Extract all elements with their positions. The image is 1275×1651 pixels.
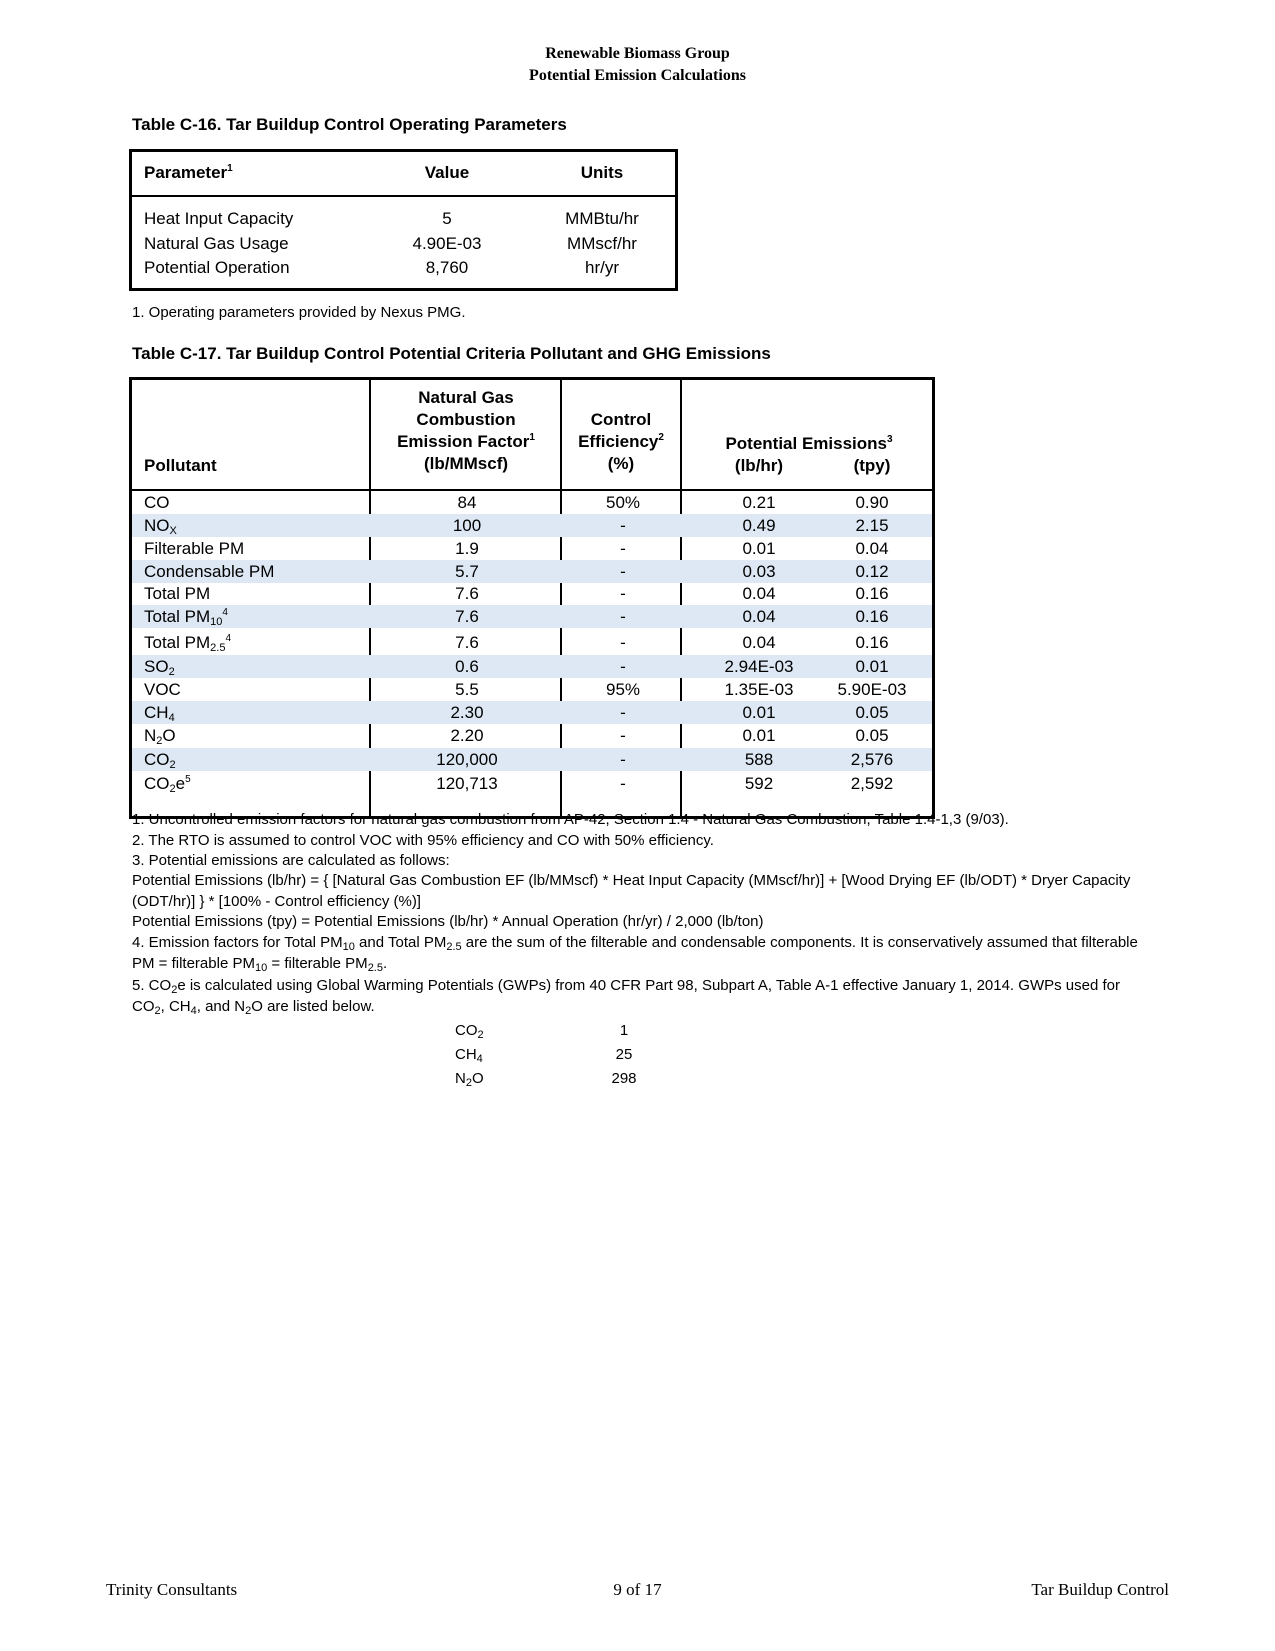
cell-emissions-tpy: 0.16 (855, 633, 889, 652)
cell-emissions-lbhr: 0.04 (742, 633, 776, 652)
col-potential-emissions-header: Potential Emissions$^3$ (725, 434, 893, 453)
table-row (132, 678, 932, 701)
header-company: Renewable Biomass Group (545, 45, 730, 62)
cell-emission-factor: 2.30 (450, 703, 484, 722)
cell-emissions-tpy: 0.16 (855, 607, 889, 626)
footnote-3-tpy-formula: Potential Emissions (tpy) = Potential Emissions (lb/hr) * Annual Operation (hr/yr) / 2,000 (lb/ton) (132, 913, 764, 930)
table-row (132, 582, 932, 605)
footnote-3-lbhr-formula: Potential Emissions (lb/hr) = { [Natural Gas Combustion EF (lb/MMscf) * Heat Input Capacity (MMscf/hr)] + [Wood Drying EF (lb/ODT) * Dryer Capacity (ODT/hr)] } * [100% - Control efficiency (%)] (132, 872, 1131, 910)
cell-parameter: Natural Gas Usage (144, 234, 289, 253)
cell-control-efficiency: - (620, 774, 626, 793)
table-row (132, 491, 932, 514)
table-row (132, 772, 932, 814)
footnote-3: 3. Potential emissions are calculated as follows: (132, 852, 450, 869)
cell-control-efficiency: - (620, 516, 626, 535)
table-c16-note: 1. Operating parameters provided by Nexus PMG. (132, 304, 466, 321)
table-c16-title: Table C-16. Tar Buildup Control Operating Parameters (132, 115, 567, 134)
table-row (132, 655, 932, 678)
cell-emissions-tpy: 0.04 (855, 539, 889, 558)
cell-emission-factor: 7.6 (455, 607, 479, 626)
cell-value: 8,760 (425, 258, 469, 277)
col-tpy-header: (tpy) (853, 456, 891, 475)
cell-pollutant: $CO_2$ (144, 750, 176, 771)
header-subtitle: Potential Emission Calculations (529, 67, 746, 84)
cell-emission-factor: 7.6 (455, 584, 479, 603)
cell-emissions-lbhr: 0.01 (742, 539, 776, 558)
table-c17 (129, 377, 935, 819)
gwp-value: 1 (619, 1022, 629, 1039)
gwp-value: 25 (615, 1046, 633, 1063)
cell-control-efficiency: - (620, 584, 626, 603)
cell-control-efficiency: - (620, 726, 626, 745)
cell-emissions-lbhr: 0.01 (742, 726, 776, 745)
cell-emissions-tpy: 0.01 (855, 657, 889, 676)
cell-emissions-lbhr: 2.94E-03 (724, 657, 794, 676)
footnote-4: 4. Emission factors for Total $PM_{10}$ and Total $PM_{2.5}$ are the sum of the filterable and condensable components. It is conservatively assumed that filterable PM = filterable $PM_{10}$ = filterable $PM_{2.5}$. (132, 934, 1138, 974)
cell-emissions-lbhr: 0.49 (742, 516, 776, 535)
cell-emissions-tpy: 0.05 (855, 726, 889, 745)
gwp-gas: $N_2O$ (455, 1070, 484, 1089)
col-pollutant-header: Pollutant (144, 456, 217, 475)
cell-control-efficiency: - (620, 703, 626, 722)
cell-control-efficiency: - (620, 539, 626, 558)
table-c16-header (132, 152, 675, 197)
table-row (132, 206, 675, 231)
cell-control-efficiency: 95% (605, 680, 641, 699)
cell-pollutant: CO (144, 493, 170, 512)
cell-pollutant: Total $PM_{2.5}^4$ (144, 633, 231, 654)
table-row (132, 631, 932, 654)
table-row (132, 724, 932, 747)
cell-emission-factor: 100 (452, 516, 482, 535)
cell-pollutant: $SO_2$ (144, 657, 175, 678)
footnote-1: 1. Uncontrolled emission factors for natural gas combustion from AP-42, Section 1.4 - Natural Gas Combustion, Table 1.4-1,3 (9/03). (132, 811, 1009, 828)
footnote-2: 2. The RTO is assumed to control VOC with 95% efficiency and CO with 50% efficiency. (132, 832, 714, 849)
cell-pollutant: VOC (144, 680, 181, 699)
gwp-gas: $CO_2$ (455, 1022, 484, 1041)
table-row (132, 605, 932, 628)
cell-emissions-lbhr: 588 (744, 750, 774, 769)
cell-control-efficiency: 50% (605, 493, 641, 512)
cell-value: 4.90E-03 (412, 234, 482, 253)
table-row (132, 560, 932, 583)
cell-pollutant: $CO_2e^5$ (144, 774, 191, 795)
cell-pollutant: Total PM (144, 584, 211, 603)
cell-emission-factor: 0.6 (455, 657, 479, 676)
cell-pollutant: Total $PM_{10}^4$ (144, 607, 228, 628)
cell-emissions-tpy: 0.90 (855, 493, 889, 512)
cell-control-efficiency: - (620, 750, 626, 769)
cell-emission-factor: 5.7 (455, 562, 479, 581)
table-c17-title: Table C-17. Tar Buildup Control Potential Criteria Pollutant and GHG Emissions (132, 344, 771, 363)
cell-emission-factor: 2.20 (450, 726, 484, 745)
footnote-5: 5. $CO_2e$ is calculated using Global Warming Potentials (GWPs) from 40 CFR Part 98, Subpart A, Table A-1 effective January 1, 2014. GWPs used for $CO_2$, $CH_4$, and $N_2O$ are listed below. (132, 977, 1120, 1017)
cell-units: hr/yr (585, 258, 619, 277)
cell-emission-factor: 84 (457, 493, 477, 512)
cell-control-efficiency: - (620, 562, 626, 581)
footer-section: Tar Buildup Control (1031, 1580, 1169, 1599)
cell-emissions-tpy: 0.16 (855, 584, 889, 603)
cell-emission-factor: 120,713 (436, 774, 498, 793)
cell-emission-factor: 7.6 (455, 633, 479, 652)
cell-emissions-lbhr: 592 (744, 774, 774, 793)
table-row (132, 514, 932, 537)
cell-pollutant: Condensable PM (144, 562, 275, 581)
col-control-efficiency-header: Control Efficiency$^2$ (%) (578, 410, 664, 473)
cell-pollutant: $NO_X$ (144, 516, 177, 537)
col-units-header: Units (580, 163, 624, 182)
col-parameter-header: Parameter$^1$ (144, 163, 233, 182)
cell-emissions-lbhr: 0.01 (742, 703, 776, 722)
col-value-header: Value (424, 163, 470, 182)
cell-control-efficiency: - (620, 607, 626, 626)
cell-value: 5 (442, 209, 452, 228)
table-row (132, 537, 932, 560)
footer-company: Trinity Consultants (106, 1580, 238, 1599)
col-emission-factor-header: Natural Gas Combustion Emission Factor$^1$ (lb/MMscf) (397, 388, 535, 473)
cell-parameter: Heat Input Capacity (144, 209, 294, 228)
cell-emissions-lbhr: 0.04 (742, 607, 776, 626)
table-c16 (129, 149, 678, 291)
cell-control-efficiency: - (620, 657, 626, 676)
cell-parameter: Potential Operation (144, 258, 290, 277)
cell-emissions-lbhr: 0.04 (742, 584, 776, 603)
cell-emissions-tpy: 5.90E-03 (837, 680, 907, 699)
table-row (132, 231, 675, 256)
cell-emissions-lbhr: 0.21 (742, 493, 776, 512)
cell-pollutant: $N_2O$ (144, 726, 176, 747)
cell-emission-factor: 120,000 (436, 750, 498, 769)
table-row (132, 748, 932, 771)
cell-units: MMscf/hr (567, 234, 637, 253)
cell-pollutant: $CH_4$ (144, 703, 175, 724)
cell-units: MMBtu/hr (565, 209, 639, 228)
cell-emission-factor: 5.5 (455, 680, 479, 699)
footer-page-number: 9 of 17 (613, 1580, 662, 1599)
cell-emissions-tpy: 2,592 (850, 774, 894, 793)
document-header (0, 43, 1275, 87)
cell-emissions-lbhr: 0.03 (742, 562, 776, 581)
cell-control-efficiency: - (620, 633, 626, 652)
col-lbhr-header: (lb/hr) (734, 456, 784, 475)
cell-pollutant: Filterable PM (144, 539, 245, 558)
cell-emission-factor: 1.9 (455, 539, 479, 558)
gwp-value: 298 (611, 1070, 637, 1087)
cell-emissions-tpy: 0.12 (855, 562, 889, 581)
table-row (132, 701, 932, 724)
cell-emissions-lbhr: 1.35E-03 (724, 680, 794, 699)
gwp-gas: $CH_4$ (455, 1046, 483, 1065)
cell-emissions-tpy: 0.05 (855, 703, 889, 722)
table-row (132, 255, 675, 280)
cell-emissions-tpy: 2,576 (850, 750, 894, 769)
cell-emissions-tpy: 2.15 (855, 516, 889, 535)
